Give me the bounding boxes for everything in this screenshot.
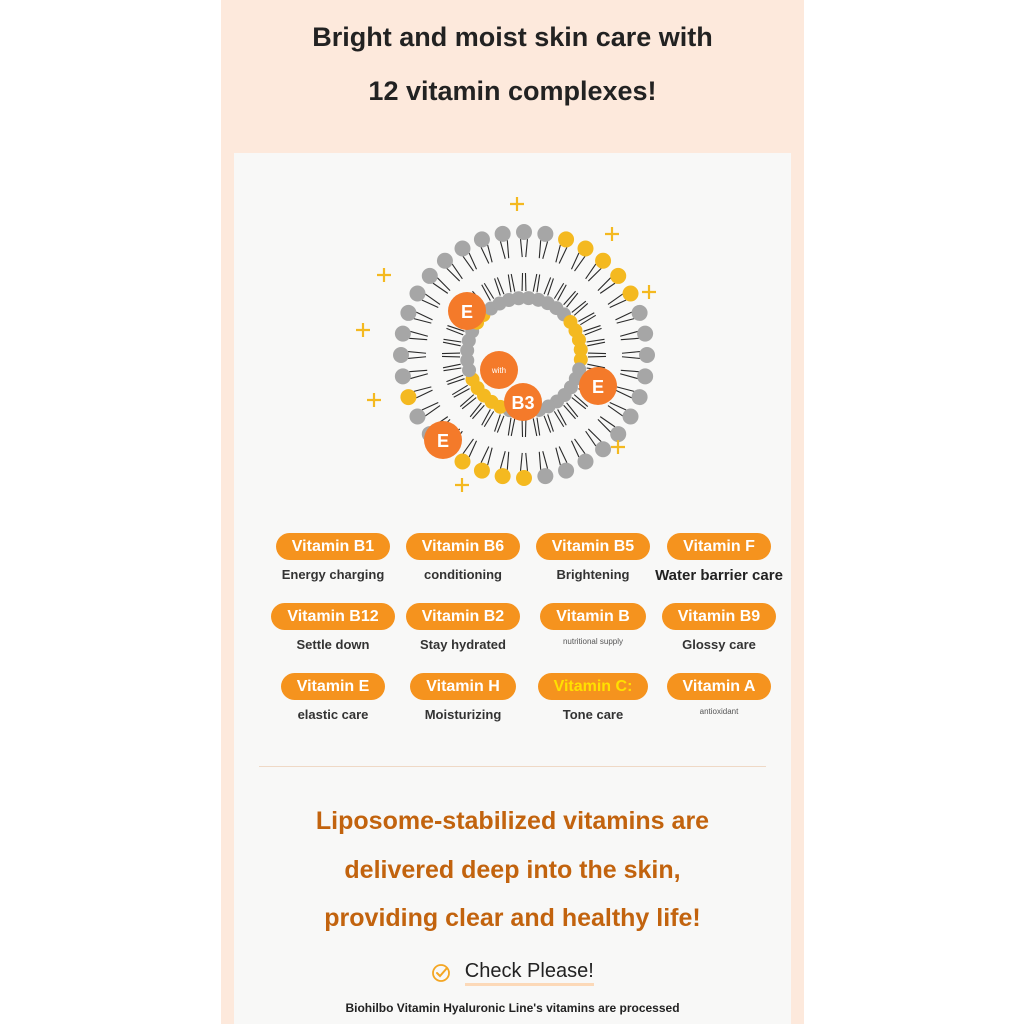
- lipid-tail: [537, 275, 540, 293]
- lipid-tail: [444, 368, 462, 371]
- lipid-head-outer: [637, 368, 653, 384]
- product-detail-page: [221, 0, 804, 1024]
- lipid-tail: [559, 446, 567, 462]
- lipid-tail: [621, 370, 639, 371]
- lipid-tail: [447, 379, 464, 385]
- lipid-head-outer: [437, 253, 453, 269]
- vitamin-badge: Vitamin B9: [662, 603, 776, 630]
- lipid-head-outer: [578, 240, 594, 256]
- lipid-head-outer: [400, 305, 416, 321]
- lipid-tail: [521, 239, 523, 257]
- lipid-head-outer: [610, 268, 626, 284]
- lipid-tail: [598, 419, 611, 432]
- lipid-tail: [416, 390, 432, 398]
- lipid-tail: [508, 418, 511, 436]
- lipid-head-outer: [610, 426, 626, 442]
- vitamin-badge: Vitamin B12: [271, 603, 394, 630]
- sparkle-icon: [455, 478, 469, 492]
- lipid-tail: [507, 452, 508, 470]
- lipid-tail: [586, 431, 596, 446]
- vitamin-benefit: conditioning: [424, 567, 502, 582]
- lipid-tail: [437, 278, 450, 291]
- lipid-tail: [446, 375, 463, 382]
- lipid-tail: [587, 339, 605, 342]
- vitamin-item: [654, 533, 784, 584]
- vitamin-badge: Vitamin F: [667, 533, 771, 560]
- lipid-tail: [488, 245, 493, 262]
- vitamin-benefit: Brightening: [556, 567, 630, 582]
- vitamin-item: [268, 673, 398, 722]
- lipid-head-outer: [409, 409, 425, 425]
- lipid-tail: [511, 274, 515, 292]
- lipid-tail: [507, 240, 508, 258]
- lipid-tail: [617, 319, 634, 324]
- sparkle-icon: [605, 227, 619, 241]
- lipid-head-outer: [637, 326, 653, 342]
- vitamin-benefit: Water barrier care: [655, 567, 783, 584]
- lipid-tail: [481, 446, 489, 462]
- with-bubble: [480, 351, 518, 389]
- lipid-tail: [452, 264, 462, 279]
- vitamin-item: [398, 603, 528, 652]
- lipid-tail: [409, 338, 427, 339]
- lipid-tail: [539, 452, 540, 470]
- lipid-head-inner: [512, 291, 526, 305]
- sparkle-icon: [377, 268, 391, 282]
- vitamin-e-bubble-1: [448, 292, 486, 330]
- lipid-tail: [615, 312, 631, 320]
- lipid-tail: [408, 357, 426, 359]
- lipid-tail: [511, 418, 515, 436]
- sparkle-icon: [642, 285, 656, 299]
- vitamin-benefit: Stay hydrated: [420, 637, 506, 652]
- lipid-head-outer: [409, 286, 425, 302]
- lipid-head-outer: [537, 226, 553, 242]
- lipid-tail: [559, 247, 567, 263]
- lipid-tail: [433, 283, 448, 293]
- vitamin-badge: Vitamin B1: [276, 533, 390, 560]
- vitamin-badge: Vitamin B2: [406, 603, 520, 630]
- lipid-tail: [444, 339, 462, 342]
- lipid-tail: [600, 417, 615, 427]
- sparkle-icons: [356, 197, 656, 492]
- lipid-head-outer: [595, 441, 611, 457]
- vitamin-item: [528, 673, 658, 722]
- lipid-tail: [556, 448, 561, 465]
- vitamin-item: [528, 533, 658, 582]
- lipid-tail: [537, 418, 540, 436]
- lipid-head-outer: [395, 326, 411, 342]
- lipid-head-outer: [474, 231, 490, 247]
- vitamin-e-bubble-3: [424, 421, 462, 459]
- lipid-head-outer: [632, 305, 648, 321]
- sparkle-icon: [367, 393, 381, 407]
- vitamin-info-card: [234, 153, 791, 1024]
- vitamin-benefit: elastic care: [297, 707, 369, 722]
- lipid-tail: [544, 277, 551, 294]
- lipid-tail: [526, 453, 528, 471]
- lipid-head-outer: [537, 468, 553, 484]
- lipid-tail: [583, 326, 600, 332]
- lipid-head-outer: [516, 224, 532, 240]
- vitamin-benefit: antioxidant: [699, 707, 739, 716]
- vitamin-item: [268, 603, 398, 652]
- vitamin-item: [654, 603, 784, 652]
- lipid-tail: [410, 374, 427, 379]
- lipid-head-outer: [558, 231, 574, 247]
- lipid-head-outer: [623, 409, 639, 425]
- tagline-line-3: providing clear and healthy life!: [324, 904, 701, 932]
- footer-note: Biohilbo Vitamin Hyaluronic Line's vitamins are processed: [345, 1001, 680, 1015]
- lipid-tail: [497, 416, 504, 433]
- lipid-tail: [495, 278, 501, 295]
- check-circle-icon: [431, 963, 451, 983]
- lipid-tail: [481, 247, 489, 263]
- lipid-tail: [533, 418, 537, 436]
- lipid-tail: [585, 328, 602, 335]
- lipid-tail: [488, 448, 493, 465]
- lipid-tail: [548, 414, 554, 431]
- lipid-tail: [587, 342, 605, 346]
- lipid-tail: [508, 275, 511, 293]
- lipid-tail: [497, 277, 504, 294]
- sparkle-icon: [611, 440, 625, 454]
- vitamin-b3-bubble: [504, 383, 542, 421]
- lipid-tail: [521, 453, 523, 471]
- headline-line-1: Bright and moist skin care with: [312, 22, 713, 52]
- lipid-tail: [622, 357, 640, 359]
- lipid-tail: [588, 268, 601, 281]
- vitamin-item: [398, 673, 528, 722]
- lipid-head-outer: [455, 240, 471, 256]
- lipid-head-outer: [395, 368, 411, 384]
- vitamin-b3-label: B3: [511, 393, 535, 413]
- lipid-tail: [533, 274, 537, 292]
- section-divider: [259, 766, 766, 767]
- lipid-tail: [617, 387, 634, 392]
- vitamin-item: [528, 603, 658, 646]
- vitamin-item: [654, 673, 784, 716]
- lipid-tail: [620, 331, 637, 336]
- with-label: with: [491, 366, 507, 375]
- lipid-tail: [414, 319, 431, 324]
- vitamin-badge: Vitamin H: [410, 673, 516, 700]
- lipid-tail: [446, 328, 463, 335]
- lipid-tail: [615, 390, 631, 398]
- check-please-label: Check Please!: [465, 959, 594, 986]
- liposome-illustration: [354, 191, 694, 511]
- vitamin-e-label-3: E: [436, 431, 450, 451]
- lipid-tail: [586, 264, 596, 279]
- vitamin-item: [268, 533, 398, 582]
- lipid-head-outer: [393, 347, 409, 363]
- sparkle-icon: [356, 323, 370, 337]
- vitamin-item: [398, 533, 528, 582]
- lipid-tail: [556, 245, 561, 262]
- lipid-tail: [544, 416, 551, 433]
- lipid-head-outer: [422, 268, 438, 284]
- lipid-head-outer: [400, 389, 416, 405]
- lipid-tail: [416, 312, 432, 320]
- lipid-tail: [588, 429, 601, 442]
- lipid-head-outer: [516, 470, 532, 486]
- lipid-tail: [620, 374, 637, 379]
- lipid-tail: [443, 342, 461, 346]
- lipid-head-outer: [474, 463, 490, 479]
- lipid-head-outer: [595, 253, 611, 269]
- lipid-head-outer: [558, 463, 574, 479]
- vitamin-badge: Vitamin B6: [406, 533, 520, 560]
- lipid-head-outer: [578, 454, 594, 470]
- lipid-head-outer: [623, 286, 639, 302]
- tagline-line-2: delivered deep into the skin,: [344, 856, 681, 884]
- lipid-tail: [495, 414, 501, 431]
- lipid-tail: [548, 278, 554, 295]
- lipid-tail: [526, 239, 528, 257]
- vitamin-badge: Vitamin B: [540, 603, 646, 630]
- vitamin-benefit: Glossy care: [682, 637, 756, 652]
- lipid-head-outer: [632, 389, 648, 405]
- lipid-tail: [410, 331, 427, 336]
- lipid-head-outer: [495, 226, 511, 242]
- vitamin-benefit: Moisturizing: [424, 707, 502, 722]
- vitamin-e-label-2: E: [591, 377, 605, 397]
- lipid-tail: [543, 451, 548, 468]
- tagline-line-1: Liposome-stabilized vitamins are: [315, 807, 710, 835]
- vitamin-badge: Vitamin A: [667, 673, 772, 700]
- lipid-tail: [622, 352, 640, 354]
- lipid-tail: [598, 278, 611, 291]
- sparkle-icon: [510, 197, 524, 211]
- lipid-tail: [621, 338, 639, 339]
- lipid-head-outer: [639, 347, 655, 363]
- vitamin-badge: Vitamin E: [281, 673, 386, 700]
- vitamin-e-bubble-2: [579, 367, 617, 405]
- lipid-head-outer: [455, 454, 471, 470]
- lipid-head-outer: [495, 468, 511, 484]
- lipid-tail: [443, 364, 461, 368]
- lipid-tail: [600, 283, 615, 293]
- vitamin-badge: Vitamin B5: [536, 533, 650, 560]
- lipid-tail: [539, 240, 540, 258]
- lipid-tail: [543, 241, 548, 258]
- lipid-tail: [414, 387, 431, 392]
- headline-line-2: 12 vitamin complexes!: [368, 76, 657, 106]
- lipid-tail: [447, 268, 460, 281]
- vitamin-benefit: Settle down: [296, 637, 370, 652]
- lipid-tail: [408, 352, 426, 354]
- lipid-tail: [500, 451, 505, 468]
- check-please-row: [234, 959, 791, 986]
- lipid-tail: [500, 241, 505, 258]
- vitamin-benefit: Energy charging: [281, 567, 385, 582]
- vitamin-benefit: Tone care: [562, 707, 624, 722]
- vitamin-badge: Vitamin C:: [538, 673, 649, 700]
- vitamin-e-label-1: E: [460, 302, 474, 322]
- lipid-tail: [409, 370, 427, 371]
- vitamin-benefit: nutritional supply: [562, 637, 624, 646]
